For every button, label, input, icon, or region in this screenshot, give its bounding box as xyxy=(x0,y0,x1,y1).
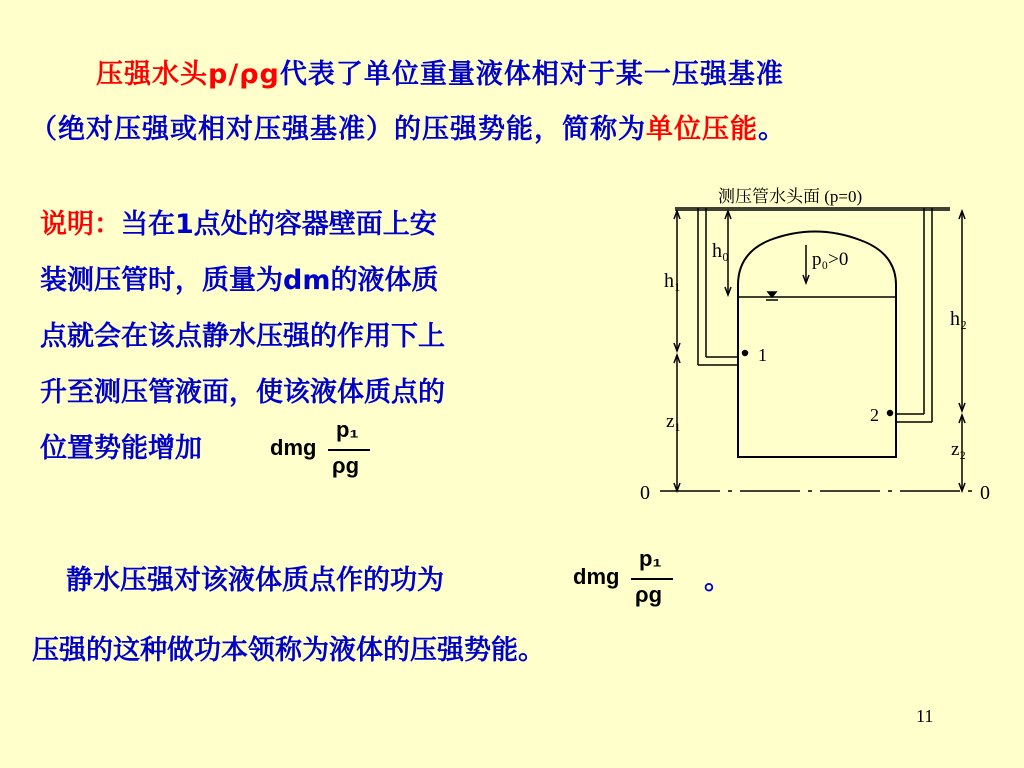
h1-label: h₁ xyxy=(664,270,681,292)
work-statement: 静水压强对该液体质点作的功为 xyxy=(66,565,444,596)
formula-position-energy xyxy=(270,417,380,487)
note-line-1 xyxy=(40,202,437,241)
h0-label: h₀ xyxy=(712,240,729,262)
heading-line-2-text: （绝对压强或相对压强基准）的压强势能，简称为 xyxy=(30,114,646,145)
piezometer-diagram xyxy=(620,175,1000,505)
formula-denominator: ρg xyxy=(635,582,663,607)
heading-line-1 xyxy=(96,52,784,91)
z2-label: z₂ xyxy=(951,439,967,460)
unit-pressure-energy-term: 单位压能 xyxy=(646,114,758,145)
datum-right-label: 0 xyxy=(980,482,990,504)
work-statement-end: 。 xyxy=(704,565,731,596)
formula-numerator: p₁ xyxy=(639,546,662,571)
heading-line-2 xyxy=(30,107,786,146)
point-1-label: 1 xyxy=(758,345,767,365)
formula-coef: dmg xyxy=(573,564,620,589)
note-line-1-text: 当在1点处的容器壁面上安 xyxy=(121,209,437,240)
note-line-3: 点就会在该点静水压强的作用下上 xyxy=(40,321,445,352)
page-number: 11 xyxy=(916,706,934,726)
note-line-2: 装测压管时，质量为dm的液体质 xyxy=(40,265,439,296)
note-label: 说明： xyxy=(40,209,121,240)
p0-label: p₀>0 xyxy=(812,249,849,270)
pressure-head-term: 压强水头p/ρg xyxy=(96,59,280,90)
note-line-5: 位置势能增加 xyxy=(40,433,202,464)
point-2-label: 2 xyxy=(870,405,879,425)
h2-label: h₂ xyxy=(950,308,967,330)
formula-numerator: p₁ xyxy=(336,417,359,442)
datum-left-label: 0 xyxy=(640,482,650,504)
point-1-marker xyxy=(743,351,748,356)
pressure-energy-statement: 压强的这种做功本领称为液体的压强势能。 xyxy=(32,635,545,666)
formula-denominator: ρg xyxy=(332,453,360,478)
z1-label: z₁ xyxy=(666,411,682,432)
heading-line-2-end: 。 xyxy=(758,114,786,145)
fraction-bar xyxy=(631,578,673,580)
fraction-bar xyxy=(328,449,370,451)
note-line-4: 升至测压管液面，使该液体质点的 xyxy=(40,377,445,408)
formula-coef: dmg xyxy=(270,435,317,460)
point-2-marker xyxy=(888,411,893,416)
piezometric-head-label: 测压管水头面 (p=0) xyxy=(718,187,863,206)
heading-line-1-text: 代表了单位重量液体相对于某一压强基准 xyxy=(279,59,784,90)
formula-work xyxy=(573,546,683,616)
